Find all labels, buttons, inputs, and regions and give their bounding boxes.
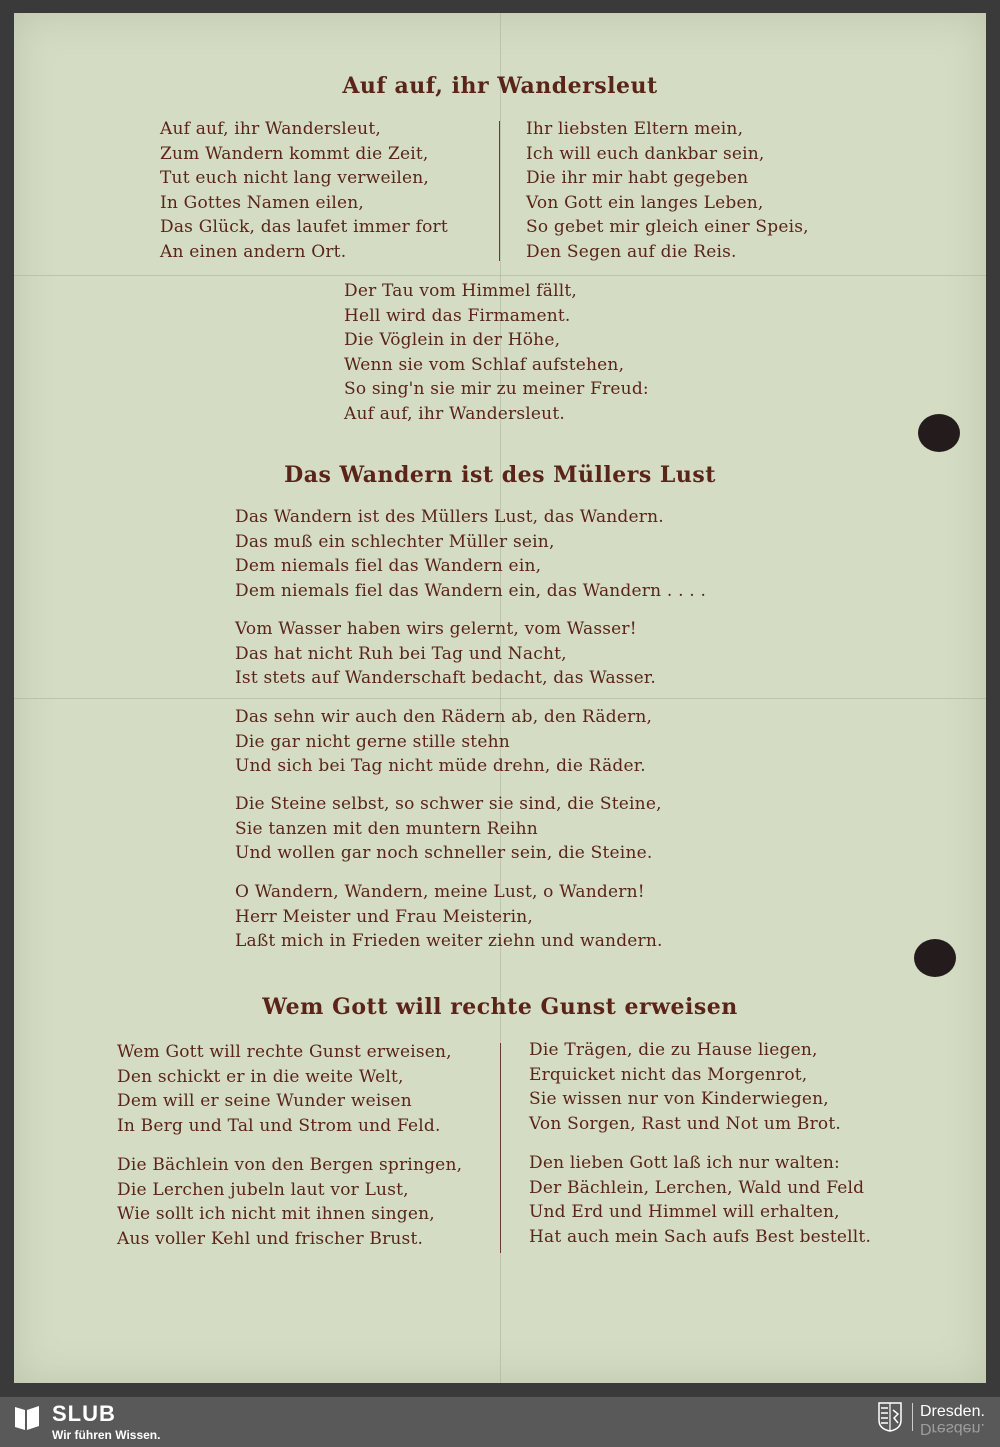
verse-line: Ihr liebsten Eltern mein, xyxy=(526,119,744,139)
fold-line-horizontal xyxy=(14,698,986,699)
verse-line: Herr Meister und Frau Meisterin, xyxy=(235,906,534,927)
verse-line: Dem niemals fiel das Wandern ein, xyxy=(235,556,542,576)
verse-line: Erquicket nicht das Morgenrot, xyxy=(529,1064,808,1085)
verse-line: Sie tanzen mit den muntern Reihn xyxy=(235,818,538,839)
punch-hole xyxy=(918,414,960,452)
verse-line: Tut euch nicht lang verweilen, xyxy=(160,168,429,188)
verse-line: Aus voller Kehl und frischer Brust. xyxy=(117,1228,424,1249)
punch-hole xyxy=(914,939,956,977)
verse-line: Den schickt er in die weite Welt, xyxy=(117,1066,404,1087)
verse-line: Die Lerchen jubeln laut vor Lust, xyxy=(117,1179,409,1200)
stanza xyxy=(117,1153,462,1251)
footer-separator xyxy=(912,1403,913,1431)
verse-line: Der Bächlein, Lerchen, Wald und Feld xyxy=(529,1177,865,1198)
verse-line: Das Wandern ist des Müllers Lust, das Wandern. xyxy=(235,507,664,527)
verse-line: Die ihr mir habt gegeben xyxy=(526,168,749,188)
verse-line: Hell wird das Firmament. xyxy=(344,305,571,326)
slub-logo-icon[interactable] xyxy=(12,1403,42,1433)
verse-line: Und wollen gar noch schneller sein, die Steine. xyxy=(235,843,653,863)
verse-line: So sing'n sie mir zu meiner Freud: xyxy=(344,379,649,399)
verse-line: Den Segen auf die Reis. xyxy=(526,241,737,262)
stanza xyxy=(526,117,809,264)
verse-line: Von Sorgen, Rast und Not um Brot. xyxy=(529,1113,841,1134)
slub-tagline: Wir führen Wissen. xyxy=(52,1428,161,1442)
verse-line: Der Tau vom Himmel fällt, xyxy=(344,281,578,301)
verse-line: An einen andern Ort. xyxy=(160,241,347,262)
document-page xyxy=(14,13,986,1383)
verse-line: Ist stets auf Wanderschaft bedacht, das Wasser. xyxy=(235,668,656,688)
stanza xyxy=(160,117,448,264)
stanza xyxy=(235,792,662,866)
verse-line: Die Steine selbst, so schwer sie sind, die Steine, xyxy=(235,794,662,814)
verse-line: Von Gott ein langes Leben, xyxy=(526,192,764,213)
stanza xyxy=(344,279,649,426)
stanza xyxy=(235,505,706,603)
verse-line: Vom Wasser haben wirs gelernt, vom Wasser! xyxy=(235,619,637,639)
verse-line: Hat auch mein Sach aufs Best bestellt. xyxy=(529,1226,872,1247)
song-title: Das Wandern ist des Müllers Lust xyxy=(284,462,716,488)
verse-line: Dem will er seine Wunder weisen xyxy=(117,1091,412,1111)
verse-line: So gebet mir gleich einer Speis, xyxy=(526,217,809,237)
verse-line: In Gottes Namen eilen, xyxy=(160,192,365,213)
verse-line: Wem Gott will rechte Gunst erweisen, xyxy=(117,1042,452,1062)
stanza xyxy=(235,705,652,779)
verse-line: Wie sollt ich nicht mit ihnen singen, xyxy=(117,1204,435,1224)
verse-line: Auf auf, ihr Wandersleut. xyxy=(344,403,565,424)
verse-line: Die Bächlein von den Bergen springen, xyxy=(117,1155,463,1175)
verse-line: Und sich bei Tag nicht müde drehn, die Räder. xyxy=(235,756,646,776)
verse-line: Das sehn wir auch den Rädern ab, den Rädern, xyxy=(235,707,653,727)
verse-line: Und Erd und Himmel will erhalten, xyxy=(529,1202,840,1222)
stanza xyxy=(117,1040,452,1138)
verse-line: Das Glück, das laufet immer fort xyxy=(160,217,448,237)
stanza xyxy=(529,1151,871,1249)
song-title: Auf auf, ihr Wandersleut xyxy=(342,73,658,99)
dresden-name[interactable]: Dresden. xyxy=(920,1403,985,1420)
verse-line: Das hat nicht Ruh bei Tag und Nacht, xyxy=(235,643,567,664)
verse-line: Die gar nicht gerne stille stehn xyxy=(235,731,510,752)
song-title: Wem Gott will rechte Gunst erweisen xyxy=(262,994,738,1020)
column-divider xyxy=(500,1043,501,1253)
verse-line: Die Trägen, die zu Hause liegen, xyxy=(529,1040,818,1060)
verse-line: Den lieben Gott laß ich nur walten: xyxy=(529,1153,840,1173)
verse-line: Sie wissen nur von Kinderwiegen, xyxy=(529,1089,829,1109)
slub-name[interactable]: SLUB xyxy=(52,1401,116,1426)
verse-line: Laßt mich in Frieden weiter ziehn und wandern. xyxy=(235,931,663,951)
dresden-crest-icon[interactable] xyxy=(878,1402,902,1432)
verse-line: O Wandern, Wandern, meine Lust, o Wandern! xyxy=(235,882,645,902)
dresden-name-reflection: Dresden. xyxy=(920,1420,985,1437)
verse-line: Zum Wandern kommt die Zeit, xyxy=(160,143,429,164)
verse-line: Die Vöglein in der Höhe, xyxy=(344,330,561,350)
verse-line: In Berg und Tal und Strom und Feld. xyxy=(117,1115,441,1136)
column-divider xyxy=(499,121,500,261)
verse-line: Dem niemals fiel das Wandern ein, das Wandern . . . . xyxy=(235,580,707,601)
stanza xyxy=(235,880,663,954)
verse-line: Das muß ein schlechter Müller sein, xyxy=(235,531,555,552)
fold-line-horizontal xyxy=(14,275,986,276)
verse-line: Ich will euch dankbar sein, xyxy=(526,143,765,164)
stanza xyxy=(529,1038,841,1136)
viewer-footer xyxy=(0,1397,1000,1447)
stanza xyxy=(235,617,656,691)
verse-line: Wenn sie vom Schlaf aufstehen, xyxy=(344,354,625,375)
verse-line: Auf auf, ihr Wandersleut, xyxy=(160,119,381,139)
